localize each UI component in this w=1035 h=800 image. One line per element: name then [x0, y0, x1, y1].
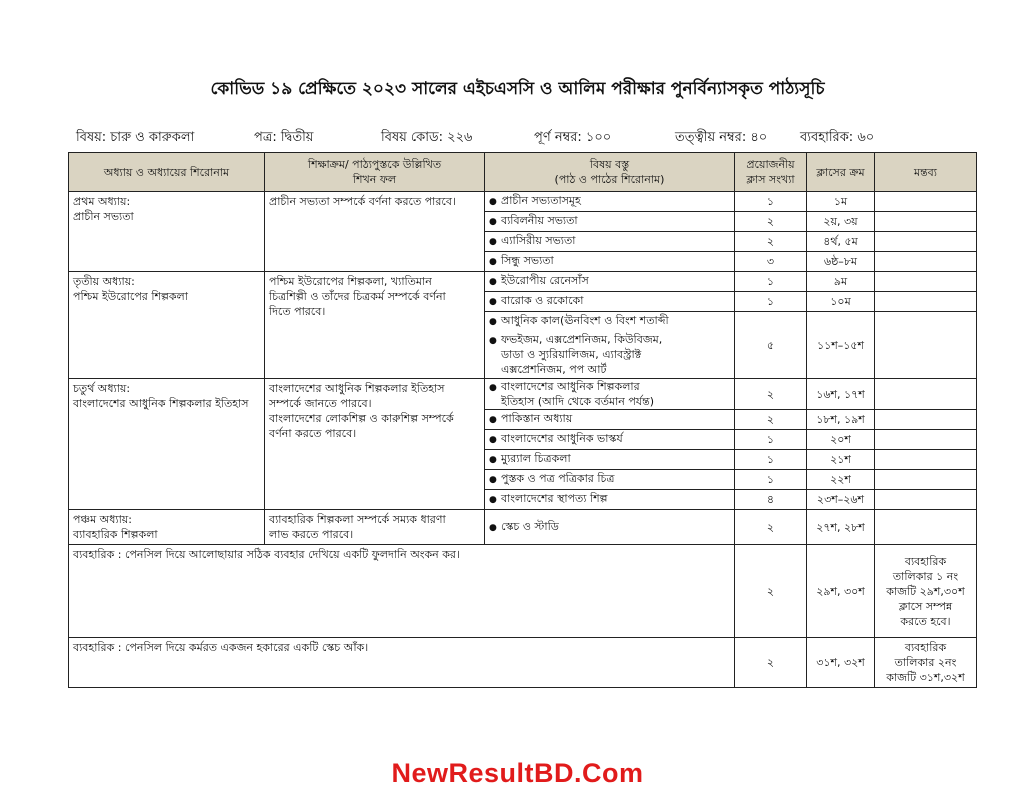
paper-label: পত্র: দ্বিতীয়: [254, 130, 314, 145]
outcome-line: চিত্রশিল্পী ও তাঁদের চিত্রকর্ম সম্পর্কে বর্ণনা: [269, 290, 446, 303]
content-text: [501, 491, 728, 506]
class-order-cell: ১৬শ, ১৭শ: [807, 379, 875, 410]
content-item: [489, 233, 730, 250]
practical-remark-cell: [875, 638, 977, 688]
remarks-cell: [875, 510, 977, 545]
class-count-cell: ৩: [735, 252, 807, 272]
class-order-cell: ১৮শ, ১৯শ: [807, 410, 875, 430]
class-order-cell: ১০ম: [807, 292, 875, 312]
remark-line: করতে হবে।: [900, 614, 951, 628]
bullet-icon: ●: [489, 297, 497, 307]
remark-line: কাজটি ৩১শ,৩২শ: [886, 671, 965, 684]
remarks-cell: [875, 490, 977, 510]
learning-outcome-cell: [265, 192, 485, 272]
bullet-icon: ●: [489, 383, 497, 393]
chapter-title: প্রাচীন সভ্যতা: [73, 210, 134, 223]
content-text: [501, 451, 728, 466]
content-text: [501, 431, 728, 446]
content-cell: [485, 379, 735, 410]
class-count-cell: ১: [735, 430, 807, 450]
header-outcome: শিক্ষাক্রম/ পাঠ্যপুস্তকে উল্লিখিত শিখন ফল: [265, 153, 485, 192]
remark-line: ক্লাসে সম্পন্ন: [898, 599, 953, 613]
content-text-line: বারোক ও রকোকো: [501, 294, 584, 307]
outcome-line: দিতে পারবে।: [269, 305, 326, 318]
remarks-cell: [875, 430, 977, 450]
class-count-cell: ২: [735, 638, 807, 688]
outcome-line: বর্ণনা করতে পারবে।: [269, 427, 357, 440]
class-order-cell: ৯ম: [807, 272, 875, 292]
bullet-icon: ●: [489, 336, 497, 346]
content-text: [501, 293, 728, 308]
practical-remark-cell: [875, 545, 977, 638]
content-cell: [485, 312, 735, 379]
remark-line: কাজটি ২৯শ,৩০শ: [886, 584, 965, 598]
chapter-number: প্রথম অধ্যায়:: [73, 195, 131, 208]
bullet-icon: ●: [489, 435, 497, 445]
bullet-icon: ●: [489, 237, 497, 247]
content-text-line: ইউরোপীয় রেনেসাঁস: [501, 274, 589, 287]
content-cell: [485, 192, 735, 212]
class-count-cell: ১: [735, 470, 807, 490]
content-item: [489, 293, 730, 310]
content-item: [489, 213, 730, 230]
class-order-cell: ২১শ: [807, 450, 875, 470]
content-item: [489, 253, 730, 270]
class-count-cell: ৫: [735, 312, 807, 379]
remark-line: ব্যবহারিক: [904, 554, 947, 568]
class-count-cell: ১: [735, 272, 807, 292]
remarks-cell: [875, 192, 977, 212]
content-item: [489, 431, 730, 448]
content-cell: [485, 470, 735, 490]
content-item: [489, 519, 730, 536]
class-count-cell: ২: [735, 232, 807, 252]
content-item: [489, 273, 730, 290]
chapter-cell: [69, 272, 265, 379]
content-text-line: ফভইজম, এক্সপ্রেশনিজম, কিউবিজম,: [501, 333, 663, 346]
class-order-cell: ১ম: [807, 192, 875, 212]
content-text-line: পাকিস্তান অধ্যায়: [501, 412, 573, 425]
learning-outcome-cell: [265, 379, 485, 510]
content-text-line: ডাডা ও স্যুরিয়ালিজম, এ্যাবস্ট্রাক্ট: [501, 348, 642, 361]
learning-outcome-cell: [265, 510, 485, 545]
content-text: [501, 471, 728, 486]
remarks-cell: [875, 470, 977, 490]
class-order-cell: ২য়, ৩য়: [807, 212, 875, 232]
bullet-icon: ●: [489, 277, 497, 287]
outcome-line: সম্পর্কে জানতে পারবে।: [269, 397, 372, 410]
class-order-cell: ৩১শ, ৩২শ: [807, 638, 875, 688]
practical-task-cell: ব্যবহারিক : পেনসিল দিয়ে কর্মরত একজন হকারের একটি স্কেচ আঁক।: [69, 638, 735, 688]
content-cell: [485, 510, 735, 545]
practical-row: [69, 545, 977, 638]
content-text: [501, 233, 728, 248]
class-count-cell: ২: [735, 212, 807, 232]
remarks-cell: [875, 272, 977, 292]
remarks-cell: [875, 312, 977, 379]
remarks-cell: [875, 379, 977, 410]
bullet-icon: ●: [489, 522, 497, 533]
class-order-cell: ৪র্থ, ৫ম: [807, 232, 875, 252]
class-count-cell: ১: [735, 192, 807, 212]
table-row: [69, 192, 977, 212]
document-title: কোভিড ১৯ প্রেক্ষিতে ২০২৩ সালের এইচএসসি ও আলিম পরীক্ষার পুনর্বিন্যাসকৃত পাঠ্যসূচি: [210, 79, 825, 99]
bullet-icon: ●: [489, 495, 497, 505]
class-order-cell: ২০শ: [807, 430, 875, 450]
content-text-line: বাংলাদেশের আধুনিক শিল্পকলার: [501, 380, 640, 393]
subject-label: বিষয়: চারু ও কারুকলা: [76, 130, 195, 145]
remark-line: তালিকার ১ নং: [892, 569, 959, 583]
subject-info-line: [0, 128, 1035, 148]
practical-task-cell: ব্যবহারিক : পেনসিল দিয়ে আলোছায়ার সঠিক ব্যবহার দেখিয়ে একটি ফুলদানি অংকন কর।: [69, 545, 735, 638]
remark-line: ব্যবহারিক: [904, 641, 947, 654]
content-text: [501, 411, 728, 426]
header-order: ক্লাসের ক্রম: [807, 153, 875, 192]
table-header-row: [69, 153, 977, 192]
content-text-line: পুস্তক ও পত্র পত্রিকার চিত্র: [501, 472, 615, 485]
outcome-line: পশ্চিম ইউরোপের শিল্পকলা, খ্যাতিমান: [269, 275, 432, 288]
content-item: [489, 312, 730, 331]
outcome-line: লাভ করতে পারবে।: [269, 528, 354, 541]
outcome-line: বাংলাদেশের লোকশিল্প ও কারুশিল্প সম্পর্কে: [269, 412, 454, 425]
content-item: [489, 411, 730, 428]
content-text-line: আধুনিক কাল(ঊনবিংশ ও বিংশ শতাব্দী: [501, 314, 669, 327]
theory-marks-label: তত্ত্বীয় নম্বর: ৪০: [675, 130, 768, 145]
content-text: [501, 253, 728, 268]
chapter-number: চতুর্থ অধ্যায়:: [73, 382, 131, 395]
chapter-number: তৃতীয় অধ্যায়:: [73, 275, 135, 288]
content-item: [489, 451, 730, 468]
subject-code-label: বিষয় কোড: ২২৬: [381, 130, 473, 145]
content-text-line: বাংলাদেশের স্থাপত্য শিল্প: [501, 492, 608, 505]
bullet-icon: ●: [489, 317, 497, 327]
content-cell: [485, 450, 735, 470]
content-text-line: ইতিহাস (আদি থেকে বর্তমান পর্যন্ত): [501, 395, 655, 408]
bullet-icon: ●: [489, 455, 497, 465]
remark-line: তালিকার ২নং: [894, 656, 957, 669]
content-text: [501, 313, 728, 328]
header-chapter: অধ্যায় ও অধ্যায়ের শিরোনাম: [69, 153, 265, 192]
content-text: [501, 379, 728, 409]
content-item: [489, 471, 730, 488]
bullet-icon: ●: [489, 257, 497, 267]
content-text-line: এক্সপ্রেশনিজম, পপ আর্ট: [501, 363, 607, 376]
remarks-cell: [875, 252, 977, 272]
header-content: বিষয় বস্তু (পাঠ ও পাঠের শিরোনাম): [485, 153, 735, 192]
content-item: [489, 379, 730, 409]
remarks-cell: [875, 232, 977, 252]
content-text: [501, 273, 728, 288]
outcome-line: ব্যাবহারিক শিল্পকলা সম্পর্কে সম্যক ধারণা: [269, 513, 446, 526]
remarks-cell: [875, 410, 977, 430]
bullet-icon: ●: [489, 415, 497, 425]
chapter-title: পশ্চিম ইউরোপের শিল্পকলা: [73, 290, 188, 303]
content-text: [501, 519, 728, 534]
class-order-cell: ২২শ: [807, 470, 875, 490]
content-text: [501, 213, 728, 228]
remarks-cell: [875, 450, 977, 470]
class-order-cell: ২৭শ, ২৮শ: [807, 510, 875, 545]
bullet-icon: ●: [489, 197, 497, 207]
content-text-line: বাংলাদেশের আধুনিক ভাস্কর্য: [501, 432, 623, 445]
content-text-line: ব্যবিলনীয় সভ্যতা: [501, 214, 578, 227]
content-text-line: স্কেচ ও স্টাডি: [501, 519, 559, 533]
content-text-line: এ্যাসিরীয় সভ্যতা: [501, 234, 576, 247]
content-cell: [485, 292, 735, 312]
content-text-line: ম্যুর‍্যাল চিত্রকলা: [501, 452, 571, 465]
learning-outcome-cell: [265, 272, 485, 379]
content-item: [489, 193, 730, 210]
content-text: [501, 332, 728, 377]
chapter-cell: [69, 379, 265, 510]
class-count-cell: ২: [735, 510, 807, 545]
class-count-cell: ১: [735, 450, 807, 470]
class-count-cell: ২: [735, 410, 807, 430]
class-order-cell: ২৩শ–২৬শ: [807, 490, 875, 510]
outcome-line: প্রাচীন সভ্যতা সম্পর্কে বর্ণনা করতে পারবে।: [269, 195, 456, 208]
table-row: [69, 379, 977, 410]
header-remarks: মন্তব্য: [875, 153, 977, 192]
syllabus-table: [68, 152, 977, 688]
content-cell: [485, 272, 735, 292]
class-order-cell: ১১শ–১৫শ: [807, 312, 875, 379]
remarks-cell: [875, 212, 977, 232]
class-count-cell: ২: [735, 545, 807, 638]
table-row: [69, 510, 977, 545]
class-count-cell: ৪: [735, 490, 807, 510]
chapter-cell: [69, 510, 265, 545]
outcome-line: বাংলাদেশের আধুনিক শিল্পকলার ইতিহাস: [269, 382, 445, 395]
bullet-icon: ●: [489, 217, 497, 227]
content-cell: [485, 212, 735, 232]
content-text: [501, 193, 728, 208]
content-text-line: সিন্ধু সভ্যতা: [501, 254, 554, 267]
content-cell: [485, 232, 735, 252]
class-order-cell: ২৯শ, ৩০শ: [807, 545, 875, 638]
full-marks-label: পূর্ণ নম্বর: ১০০: [534, 130, 612, 145]
content-text-line: প্রাচীন সভ্যতাসমূহ: [501, 194, 581, 207]
chapter-cell: [69, 192, 265, 272]
chapter-number: পঞ্চম অধ্যায়:: [73, 513, 132, 526]
header-classes: প্রয়োজনীয় ক্লাস সংখ্যা: [735, 153, 807, 192]
chapter-title: ব্যাবহারিক শিল্পকলা: [73, 528, 158, 541]
remarks-cell: [875, 292, 977, 312]
content-item: [489, 491, 730, 508]
content-cell: [485, 252, 735, 272]
site-watermark: NewResultBD.Com: [391, 758, 644, 788]
table-row: [69, 272, 977, 292]
content-item: [489, 331, 730, 378]
chapter-title: বাংলাদেশের আধুনিক শিল্পকলার ইতিহাস: [73, 397, 249, 410]
content-cell: [485, 430, 735, 450]
class-order-cell: ৬ষ্ঠ–৮ম: [807, 252, 875, 272]
content-cell: [485, 490, 735, 510]
content-cell: [485, 410, 735, 430]
practical-row: [69, 638, 977, 688]
practical-marks-label: ব্যবহারিক: ৬০: [800, 130, 875, 145]
class-count-cell: ১: [735, 292, 807, 312]
class-count-cell: ২: [735, 379, 807, 410]
bullet-icon: ●: [489, 475, 497, 485]
